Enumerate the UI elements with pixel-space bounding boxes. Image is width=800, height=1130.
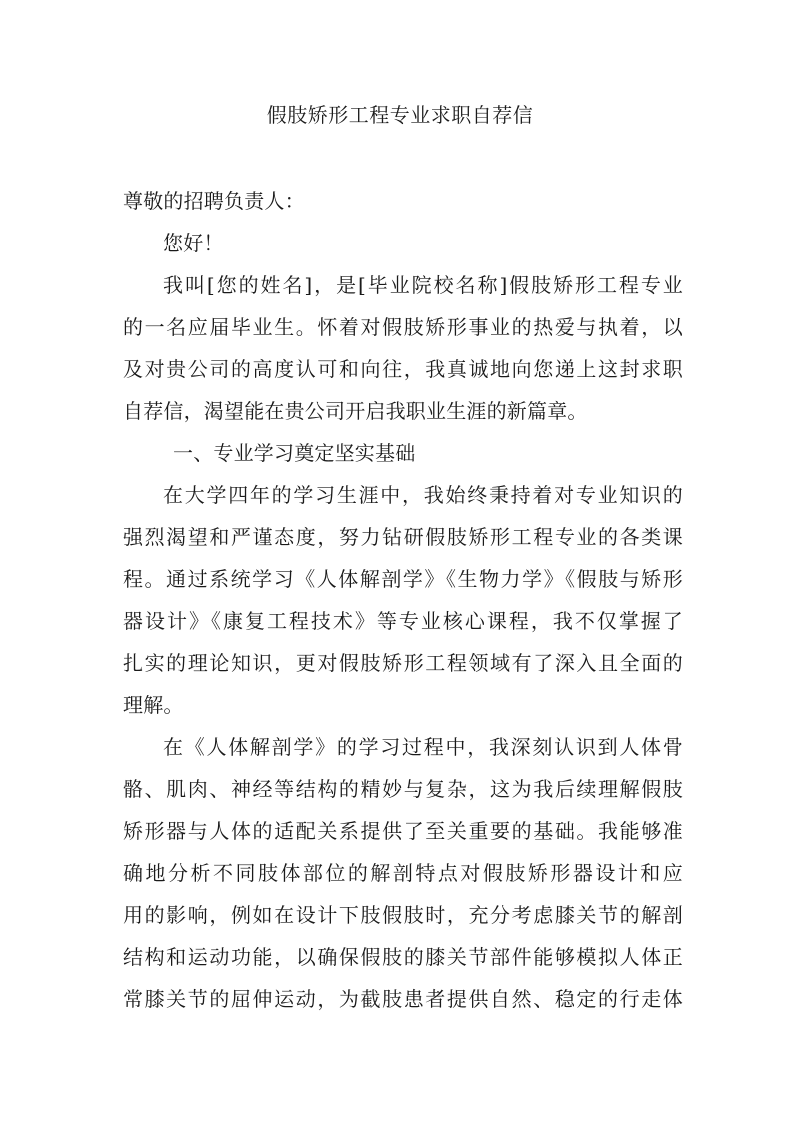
paragraph-line: 在大学四年的学习生涯中，我始终秉持着对专业知识的 xyxy=(163,483,683,507)
paragraph-line: 自荐信，渴望能在贵公司开启我职业生涯的新篇章。 xyxy=(123,399,588,423)
paragraph-line: 骼、肌肉、神经等结构的精妙与复杂，这为我后续理解假肢 xyxy=(123,777,683,801)
paragraph-line: 确地分析不同肢体部位的解剖特点对假肢矫形器设计和应 xyxy=(123,861,683,885)
paragraph-line: 器设计》《康复工程技术》等专业核心课程，我不仅掌握了 xyxy=(123,609,683,633)
paragraph-line: 在《人体解剖学》的学习过程中，我深刻认识到人体骨 xyxy=(163,735,683,759)
paragraph-line: 强烈渴望和严谨态度，努力钻研假肢矫形工程专业的各类课 xyxy=(123,525,683,549)
paragraph-line: 我叫[您的姓名]，是[毕业院校名称]假肢矫形工程专业 xyxy=(163,273,683,297)
document-title: 假肢矫形工程专业求职自荐信 xyxy=(266,103,534,127)
paragraph-line: 扎实的理论知识，更对假肢矫形工程领域有了深入且全面的 xyxy=(123,651,683,675)
section-heading: 一、专业学习奠定坚实基础 xyxy=(173,441,416,465)
paragraph-line: 常膝关节的屈伸运动，为截肢患者提供自然、稳定的行走体 xyxy=(123,987,683,1011)
paragraph-line: 用的影响，例如在设计下肢假肢时，充分考虑膝关节的解剖 xyxy=(123,903,683,927)
paragraph-line: 的一名应届毕业生。怀着对假肢矫形事业的热爱与执着，以 xyxy=(123,315,683,339)
paragraph-line: 理解。 xyxy=(123,693,184,717)
paragraph-line: 程。通过系统学习《人体解剖学》《生物力学》《假肢与矫形 xyxy=(123,567,683,591)
salutation: 尊敬的招聘负责人： xyxy=(123,189,305,213)
greeting: 您好！ xyxy=(163,231,224,255)
paragraph-line: 结构和运动功能，以确保假肢的膝关节部件能够模拟人体正 xyxy=(123,945,683,969)
paragraph-line: 及对贵公司的高度认可和向往，我真诚地向您递上这封求职 xyxy=(123,357,683,381)
paragraph-line: 矫形器与人体的适配关系提供了至关重要的基础。我能够准 xyxy=(123,819,683,843)
